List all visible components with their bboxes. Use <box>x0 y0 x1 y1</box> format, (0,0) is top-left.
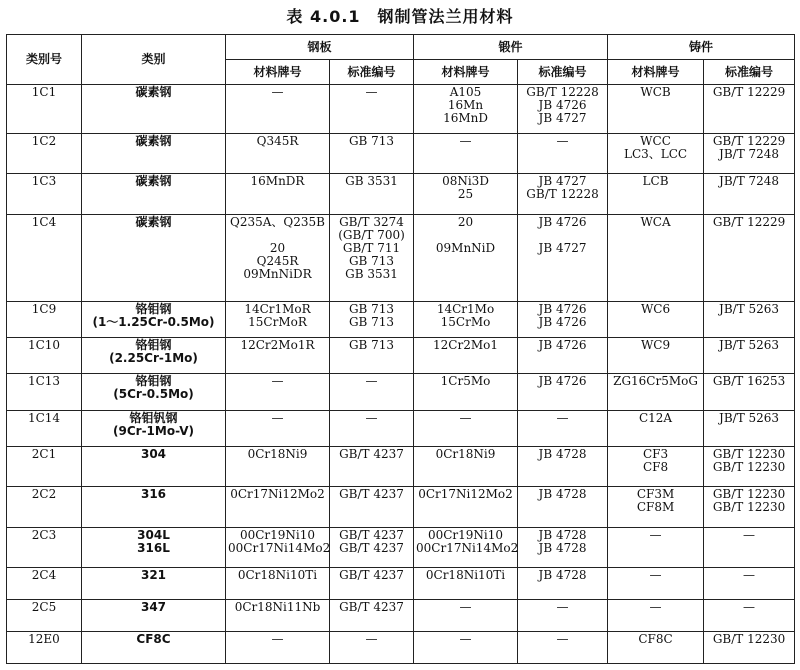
forging-standard-cell: JB 4727 GB/T 12228 <box>518 174 608 214</box>
header-type-no: 类别号 <box>7 35 82 85</box>
forging-standard-cell: — <box>518 632 608 664</box>
forging-material-cell: — <box>414 133 518 173</box>
plate-material-cell: 16MnDR <box>226 174 330 214</box>
forging-standard-cell: JB 4726 JB 4726 <box>518 302 608 338</box>
table-row <box>7 133 795 173</box>
category-cell: 304 <box>82 446 226 486</box>
type-no-cell: 12E0 <box>7 632 82 664</box>
casting-material-cell: LCB <box>608 174 704 214</box>
category-cell: 铬钼钢 (5Cr-0.5Mo) <box>82 374 226 410</box>
forging-material-cell: 00Cr19Ni10 00Cr17Ni14Mo2 <box>414 527 518 567</box>
forging-standard-cell: JB 4728 <box>518 487 608 527</box>
table-row <box>7 632 795 664</box>
forging-material-cell: — <box>414 410 518 446</box>
casting-material-cell: — <box>608 527 704 567</box>
type-no-cell: 1C10 <box>7 338 82 374</box>
forging-material-cell: 20 09MnNiD <box>414 214 518 301</box>
category-cell: CF8C <box>82 632 226 664</box>
casting-standard-cell: GB/T 12230 <box>704 632 795 664</box>
table-row <box>7 214 795 301</box>
forging-material-cell: 0Cr17Ni12Mo2 <box>414 487 518 527</box>
forging-standard-cell: JB 4728 <box>518 446 608 486</box>
table-row <box>7 85 795 134</box>
casting-material-cell: WC6 <box>608 302 704 338</box>
plate-standard-cell: GB 713 <box>330 133 414 173</box>
plate-material-cell: — <box>226 410 330 446</box>
table-row <box>7 487 795 527</box>
type-no-cell: 2C5 <box>7 600 82 632</box>
casting-standard-cell: GB/T 16253 <box>704 374 795 410</box>
plate-material-cell: 0Cr18Ni9 <box>226 446 330 486</box>
header-forging-material: 材料牌号 <box>414 60 518 85</box>
type-no-cell: 1C1 <box>7 85 82 134</box>
table-row <box>7 600 795 632</box>
header-plate-standard: 标准编号 <box>330 60 414 85</box>
forging-material-cell: 08Ni3D 25 <box>414 174 518 214</box>
table-row <box>7 338 795 374</box>
plate-standard-cell: GB 713 <box>330 338 414 374</box>
plate-material-cell: 0Cr18Ni11Nb <box>226 600 330 632</box>
forging-material-cell: — <box>414 632 518 664</box>
header-casting-material: 材料牌号 <box>608 60 704 85</box>
casting-standard-cell: GB/T 12230 GB/T 12230 <box>704 487 795 527</box>
table-row <box>7 446 795 486</box>
plate-standard-cell: — <box>330 632 414 664</box>
casting-material-cell: WCB <box>608 85 704 134</box>
header-forging: 锻件 <box>414 35 608 60</box>
forging-standard-cell: JB 4726 JB 4727 <box>518 214 608 301</box>
category-cell: 碳素钢 <box>82 214 226 301</box>
forging-standard-cell: GB/T 12228 JB 4726 JB 4727 <box>518 85 608 134</box>
casting-material-cell: CF8C <box>608 632 704 664</box>
plate-standard-cell: GB/T 4237 <box>330 568 414 600</box>
table-row <box>7 302 795 338</box>
forging-standard-cell: — <box>518 133 608 173</box>
casting-material-cell: CF3M CF8M <box>608 487 704 527</box>
plate-material-cell: 14Cr1MoR 15CrMoR <box>226 302 330 338</box>
category-cell: 碳素钢 <box>82 174 226 214</box>
table-title: 表 4.0.1 钢制管法兰用材料 <box>286 7 514 26</box>
type-no-cell: 2C2 <box>7 487 82 527</box>
table-row <box>7 410 795 446</box>
plate-material-cell: — <box>226 374 330 410</box>
plate-material-cell: — <box>226 632 330 664</box>
casting-material-cell: C12A <box>608 410 704 446</box>
plate-material-cell: 00Cr19Ni10 00Cr17Ni14Mo2 <box>226 527 330 567</box>
category-cell: 碳素钢 <box>82 133 226 173</box>
casting-standard-cell: JB/T 7248 <box>704 174 795 214</box>
forging-material-cell: 0Cr18Ni10Ti <box>414 568 518 600</box>
type-no-cell: 2C4 <box>7 568 82 600</box>
header-casting-standard: 标准编号 <box>704 60 795 85</box>
type-no-cell: 1C9 <box>7 302 82 338</box>
type-no-cell: 2C3 <box>7 527 82 567</box>
table-row <box>7 568 795 600</box>
table-row <box>7 527 795 567</box>
header-category: 类别 <box>82 35 226 85</box>
forging-standard-cell: JB 4728 JB 4728 <box>518 527 608 567</box>
casting-standard-cell: JB/T 5263 <box>704 302 795 338</box>
casting-material-cell: CF3 CF8 <box>608 446 704 486</box>
type-no-cell: 1C4 <box>7 214 82 301</box>
casting-standard-cell: GB/T 12229 <box>704 85 795 134</box>
plate-standard-cell: — <box>330 374 414 410</box>
table-row <box>7 374 795 410</box>
casting-standard-cell: — <box>704 600 795 632</box>
plate-standard-cell: GB/T 4237 <box>330 446 414 486</box>
category-cell: 铬钼钢 (2.25Cr-1Mo) <box>82 338 226 374</box>
forging-material-cell: 12Cr2Mo1 <box>414 338 518 374</box>
forging-standard-cell: — <box>518 600 608 632</box>
plate-standard-cell: — <box>330 410 414 446</box>
forging-standard-cell: JB 4728 <box>518 568 608 600</box>
plate-material-cell: Q235A、Q235B 20 Q245R 09MnNiDR <box>226 214 330 301</box>
plate-standard-cell: GB/T 3274 (GB/T 700) GB/T 711 GB 713 GB 3531 <box>330 214 414 301</box>
category-cell: 碳素钢 <box>82 85 226 134</box>
header-steel-plate: 钢板 <box>226 35 414 60</box>
plate-material-cell: Q345R <box>226 133 330 173</box>
plate-material-cell: 12Cr2Mo1R <box>226 338 330 374</box>
casting-material-cell: — <box>608 568 704 600</box>
casting-standard-cell: GB/T 12230 GB/T 12230 <box>704 446 795 486</box>
casting-standard-cell: JB/T 5263 <box>704 338 795 374</box>
plate-standard-cell: GB 713 GB 713 <box>330 302 414 338</box>
type-no-cell: 1C14 <box>7 410 82 446</box>
header-plate-material: 材料牌号 <box>226 60 330 85</box>
header-casting: 铸件 <box>608 35 795 60</box>
plate-material-cell: 0Cr18Ni10Ti <box>226 568 330 600</box>
plate-standard-cell: GB/T 4237 <box>330 487 414 527</box>
plate-standard-cell: GB/T 4237 GB/T 4237 <box>330 527 414 567</box>
casting-standard-cell: GB/T 12229 JB/T 7248 <box>704 133 795 173</box>
forging-material-cell: — <box>414 600 518 632</box>
category-cell: 铬钼钒钢 (9Cr-1Mo-V) <box>82 410 226 446</box>
plate-material-cell: 0Cr17Ni12Mo2 <box>226 487 330 527</box>
casting-material-cell: WC9 <box>608 338 704 374</box>
plate-standard-cell: GB 3531 <box>330 174 414 214</box>
forging-material-cell: A105 16Mn 16MnD <box>414 85 518 134</box>
casting-material-cell: ZG16Cr5MoG <box>608 374 704 410</box>
casting-standard-cell: JB/T 5263 <box>704 410 795 446</box>
forging-standard-cell: — <box>518 410 608 446</box>
forging-material-cell: 14Cr1Mo 15CrMo <box>414 302 518 338</box>
casting-standard-cell: — <box>704 568 795 600</box>
casting-material-cell: — <box>608 600 704 632</box>
type-no-cell: 1C3 <box>7 174 82 214</box>
casting-material-cell: WCA <box>608 214 704 301</box>
category-cell: 304L 316L <box>82 527 226 567</box>
casting-standard-cell: — <box>704 527 795 567</box>
type-no-cell: 2C1 <box>7 446 82 486</box>
forging-standard-cell: JB 4726 <box>518 338 608 374</box>
category-cell: 321 <box>82 568 226 600</box>
forging-material-cell: 1Cr5Mo <box>414 374 518 410</box>
materials-table <box>6 34 795 664</box>
casting-material-cell: WCC LC3、LCC <box>608 133 704 173</box>
type-no-cell: 1C13 <box>7 374 82 410</box>
type-no-cell: 1C2 <box>7 133 82 173</box>
plate-material-cell: — <box>226 85 330 134</box>
table-body <box>7 85 795 664</box>
category-cell: 铬钼钢 (1～1.25Cr-0.5Mo) <box>82 302 226 338</box>
forging-material-cell: 0Cr18Ni9 <box>414 446 518 486</box>
category-cell: 316 <box>82 487 226 527</box>
plate-standard-cell: GB/T 4237 <box>330 600 414 632</box>
plate-standard-cell: — <box>330 85 414 134</box>
table-row <box>7 174 795 214</box>
header-forging-standard: 标准编号 <box>518 60 608 85</box>
forging-standard-cell: JB 4726 <box>518 374 608 410</box>
category-cell: 347 <box>82 600 226 632</box>
casting-standard-cell: GB/T 12229 <box>704 214 795 301</box>
